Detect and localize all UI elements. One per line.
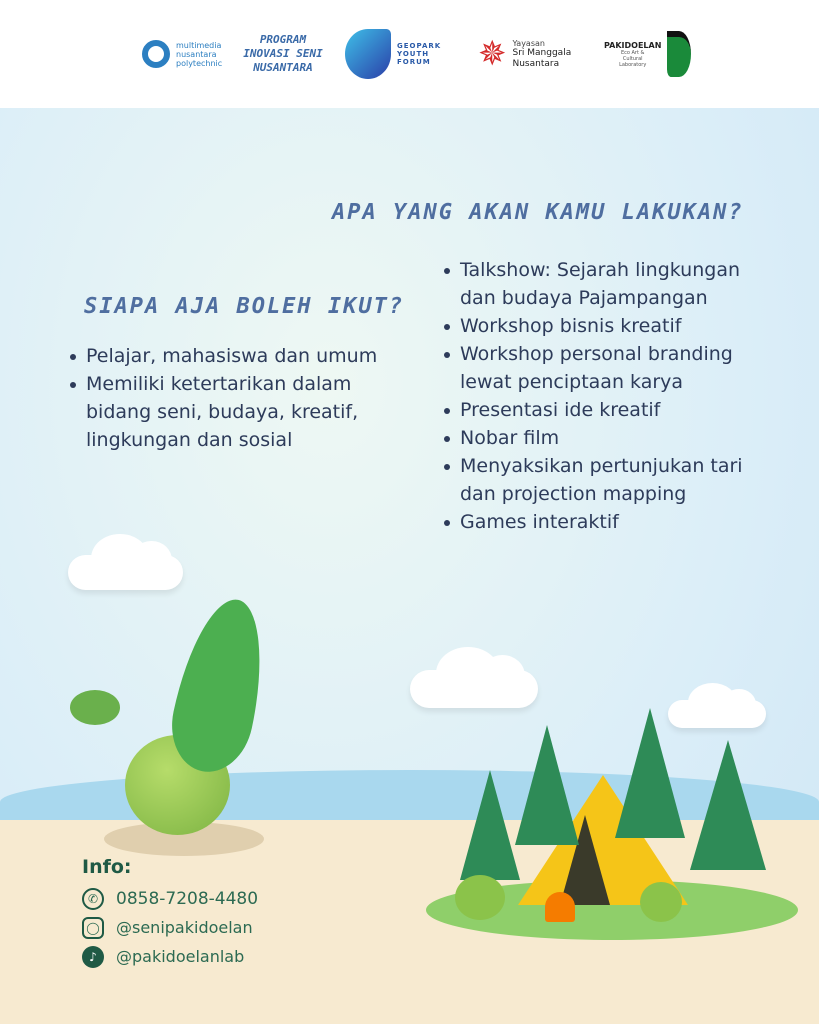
phone-contact[interactable]: ✆ 0858-7208-4480 xyxy=(82,884,258,913)
info-title: Info: xyxy=(82,856,132,878)
list-item: Games interaktif xyxy=(440,508,760,536)
pakidoelan-mark-icon xyxy=(667,31,691,77)
list-item: Menyaksikan pertunjukan tari dan projection mapping xyxy=(440,452,760,508)
list-item: Memiliki ketertarikan dalam bidang seni, budaya, kreatif, lingkungan dan sosial xyxy=(66,370,411,454)
who-list xyxy=(66,342,411,454)
list-item: Talkshow: Sejarah lingkungan dan budaya Pajampangan xyxy=(440,256,760,312)
cloud-illustration xyxy=(410,670,538,708)
list-item: Nobar film xyxy=(440,424,760,452)
geopark-flame-icon xyxy=(345,29,391,79)
instagram-icon: ◯ xyxy=(82,917,104,939)
who-heading: SIAPA AJA BOLEH IKUT? xyxy=(84,294,405,319)
list-item: Workshop personal branding lewat penciptaan karya xyxy=(440,340,760,396)
logo-bar xyxy=(0,0,819,108)
instagram-contact[interactable]: ◯ @senipakidoelan xyxy=(82,913,258,942)
mnp-logo-icon xyxy=(142,40,170,68)
list-item: Workshop bisnis kreatif xyxy=(440,312,760,340)
tiktok-contact[interactable]: ♪ @pakidoelanlab xyxy=(82,942,258,971)
list-item: Pelajar, mahasiswa dan umum xyxy=(66,342,411,370)
yayasan-emblem-icon: ✵ xyxy=(478,34,507,74)
mnp-logo: multimedia nusantara polytechnic xyxy=(142,26,236,82)
whatsapp-icon: ✆ xyxy=(82,888,104,910)
geopark-logo: GEOPARK YOUTH FORUM xyxy=(345,26,457,82)
program-logo: PROGRAM INOVASI SENI NUSANTARA xyxy=(243,33,323,74)
list-item: Presentasi ide kreatif xyxy=(440,396,760,424)
what-heading: APA YANG AKAN KAMU LAKUKAN? xyxy=(332,200,744,225)
cloud-illustration xyxy=(68,555,183,590)
yayasan-logo: ✵ Yayasan Sri Manggala Nusantara xyxy=(478,34,572,74)
tiktok-icon: ♪ xyxy=(82,946,104,968)
info-section xyxy=(82,856,258,971)
what-list xyxy=(440,256,760,536)
pakidoelan-logo: PAKIDOELAN Eco Art & Cultural Laboratory xyxy=(604,26,691,82)
